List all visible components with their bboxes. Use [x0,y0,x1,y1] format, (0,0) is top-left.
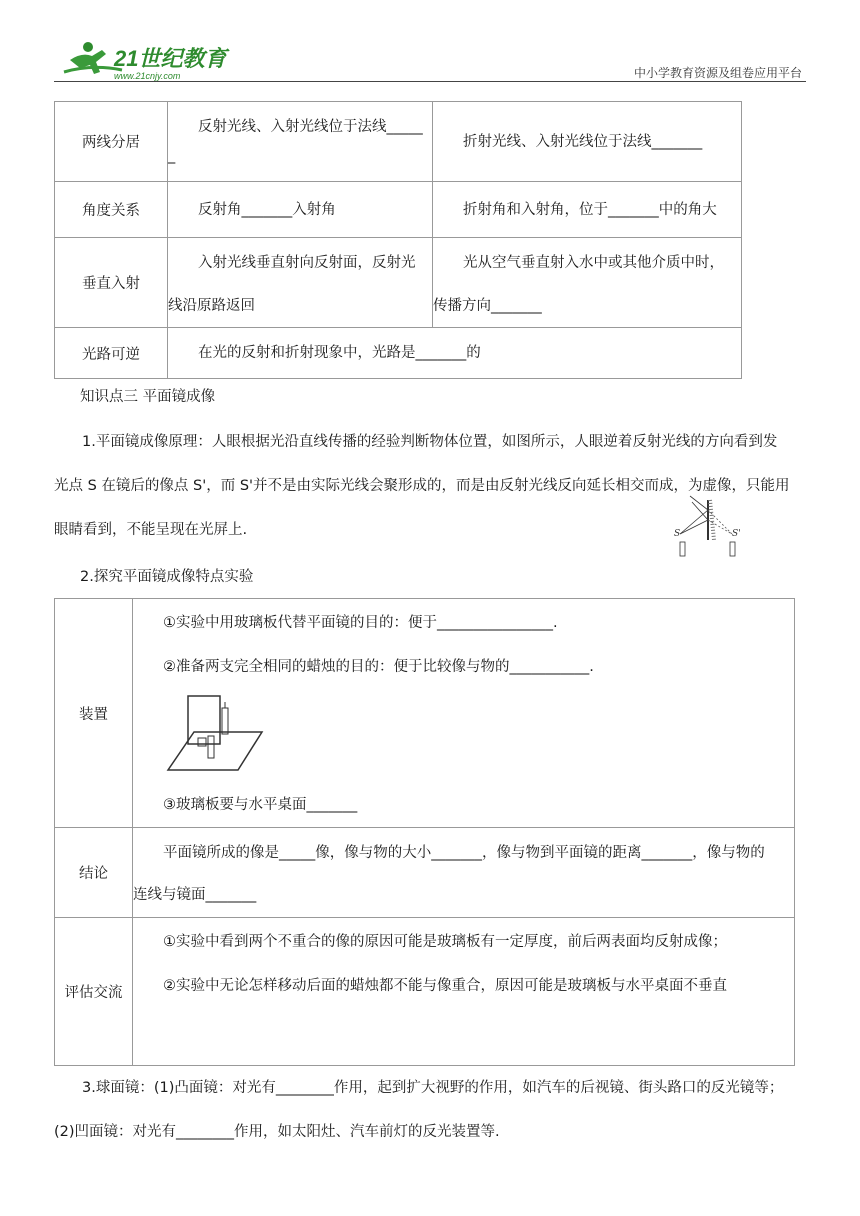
row-head: 装置 [55,599,133,828]
list-item: ①实验中用玻璃板代替平面镜的目的：便于________________. [163,615,558,631]
row-head: 垂直入射 [55,238,168,328]
table-row [55,182,742,238]
paragraph-line: (2)凹面镜：对光有________作用，如太阳灶、汽车前灯的反光装置等. [54,1124,500,1140]
cell-text: 折射光线、入射光线位于法线_______ [433,102,742,182]
mirror-reflection-figure [672,494,748,560]
cell-text: 入射光线垂直射向反射面，反射光 [198,254,416,271]
table-row [55,102,742,182]
reflection-refraction-table [54,101,742,379]
cell-text: 光从空气垂直射入水中或其他介质中时， [463,254,724,271]
paragraph-line: 1.平面镜成像原理：人眼根据光沿直线传播的经验判断物体位置，如图所示，人眼逆着反射光线的方向看到发 [82,434,778,450]
list-item: ③玻璃板要与水平桌面_______ [163,797,358,813]
list-item: ②实验中无论怎样移动后面的蜡烛都不能与像重合，原因可能是玻璃板与水平桌面不垂直 [163,978,727,994]
header-platform-text: 中小学教育资源及组卷应用平台 [633,66,802,80]
row-head: 角度关系 [55,182,168,238]
cell-text: 传播方向_______ [433,297,542,314]
cell-text: 反射光线、入射光线位于法线_____ [198,119,423,135]
logo-url-text: www.21cnjy.com [114,71,181,81]
row-head: 评估交流 [55,918,133,1066]
cell-text: 线沿原路返回 [168,297,255,314]
list-item: ②准备两支完全相同的蜡烛的目的：便于比较像与物的___________. [163,659,594,675]
table-row [55,918,795,1066]
row-head: 光路可逆 [55,328,168,379]
experiment-setup-figure [164,690,264,776]
table-row [55,238,742,328]
point-s-label: S [674,529,681,539]
table-row [55,828,795,918]
cell-text: 在光的反射和折射现象中，光路是_______的 [168,328,742,379]
table-row [55,328,742,379]
cell-text: 反射角_______入射角 [168,182,433,238]
point-s-image-label: S' [732,529,741,539]
list-item: ①实验中看到两个不重合的像的原因可能是玻璃板有一定厚度，前后两表面均反射成像； [163,934,727,950]
list-item: 连线与镜面_______ [133,886,257,903]
header-divider [54,81,806,82]
paragraph-line: 光点 S 在镜后的像点 S'，而 S'并不是由实际光线会聚形成的，而是由反射光线反向延长相交而成，为虚像，只能用 [54,478,790,494]
cell-text: _ [168,148,176,164]
row-head: 结论 [55,828,133,918]
section-subtitle: 2.探究平面镜成像特点实验 [80,569,254,585]
list-item: 平面镜所成的像是_____像，像与物的大小_______，像与物到平面镜的距离_______，像与物的 [163,844,765,861]
logo-text: 21世纪教育 [114,46,227,71]
site-logo [62,38,232,82]
row-head: 两线分居 [55,102,168,182]
paragraph-line: 3.球面镜：(1)凸面镜：对光有________作用，起到扩大视野的作用，如汽车的后视镜、街头路口的反光镜等； [82,1080,784,1096]
runner-logo-icon [62,38,232,82]
cell-text: 折射角和入射角，位于_______中的角大 [433,182,742,238]
section-title: 知识点三 平面镜成像 [80,389,216,405]
plane-mirror-experiment-table [54,598,795,1066]
paragraph-line: 眼睛看到，不能呈现在光屏上. [54,522,248,538]
